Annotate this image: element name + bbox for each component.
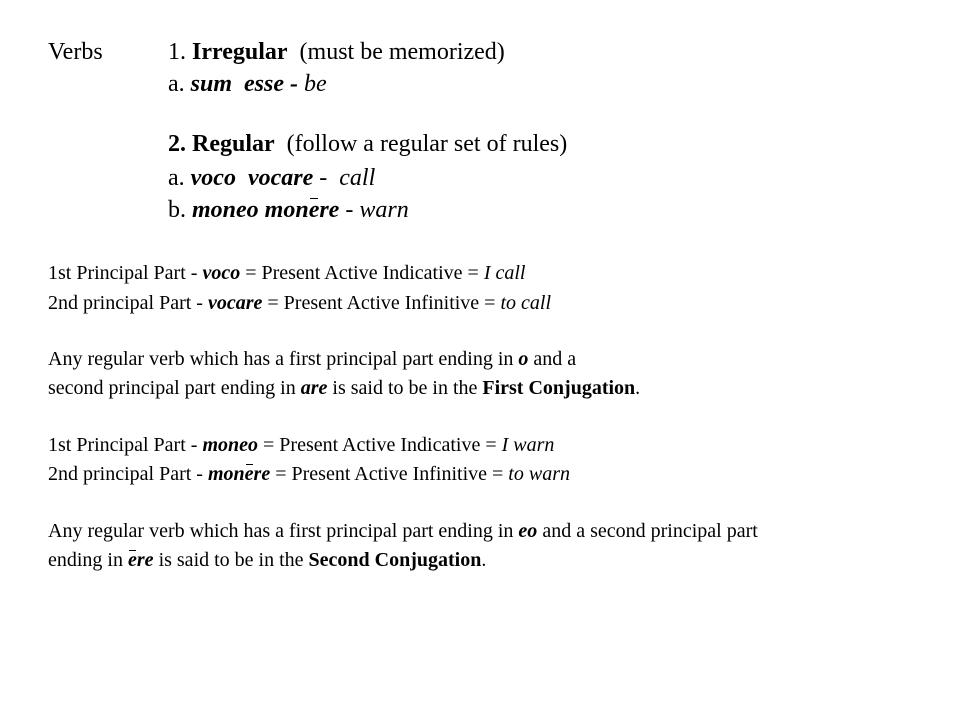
english-warn: warn [359, 197, 409, 223]
regular-heading [168, 131, 567, 158]
first-conjugation-rule-line1: Any regular verb which has a first principal part ending in o and a [48, 348, 577, 370]
macron-e: e [308, 197, 320, 223]
second-conjugation-term: Second Conjugation [308, 549, 482, 571]
irregular-number: 1. [168, 39, 186, 65]
regular-note: (follow a regular set of rules) [286, 131, 568, 157]
irregular-example-a: a. sum esse - be [168, 71, 327, 97]
irregular-note: (must be memorized) [299, 39, 505, 65]
latin-voco-vocare: voco vocare [190, 165, 314, 191]
first-conjugation-term: First Conjugation [482, 377, 636, 399]
irregular-heading [168, 39, 505, 66]
regular-title: Regular [192, 131, 275, 157]
english-call: call [339, 165, 376, 191]
regular-number: 2. [168, 131, 186, 157]
second-principal-part-monere: 2nd principal Part - monere = Present Active Infinitive = to warn [48, 463, 570, 485]
latin-sum-esse: sum esse [190, 71, 284, 97]
first-conjugation-rule-line2: second principal part ending in are is said to be in the First Conjugation. [48, 377, 641, 399]
macron-e: e [128, 549, 137, 571]
latin-moneo-monere: moneo monere [192, 197, 340, 223]
second-principal-part-vocare: 2nd principal Part - vocare = Present Active Infinitive = to call [48, 292, 552, 314]
second-conjugation-rule-line1: Any regular verb which has a first principal part ending in eo and a second principal part [48, 520, 758, 542]
macron-e: e [244, 463, 254, 485]
verbs-label: Verbs [48, 39, 103, 65]
second-conjugation-rule-line2: ending in ere is said to be in the Second Conjugation. [48, 549, 487, 571]
irregular-title: Irregular [192, 39, 288, 65]
regular-example-a: a. voco vocare - call [168, 165, 376, 191]
first-principal-part-voco: 1st Principal Part - voco = Present Active Indicative = I call [48, 262, 526, 284]
english-be: be [304, 71, 327, 97]
regular-example-b: b. moneo monere - warn [168, 197, 409, 223]
first-principal-part-moneo: 1st Principal Part - moneo = Present Active Indicative = I warn [48, 434, 555, 456]
